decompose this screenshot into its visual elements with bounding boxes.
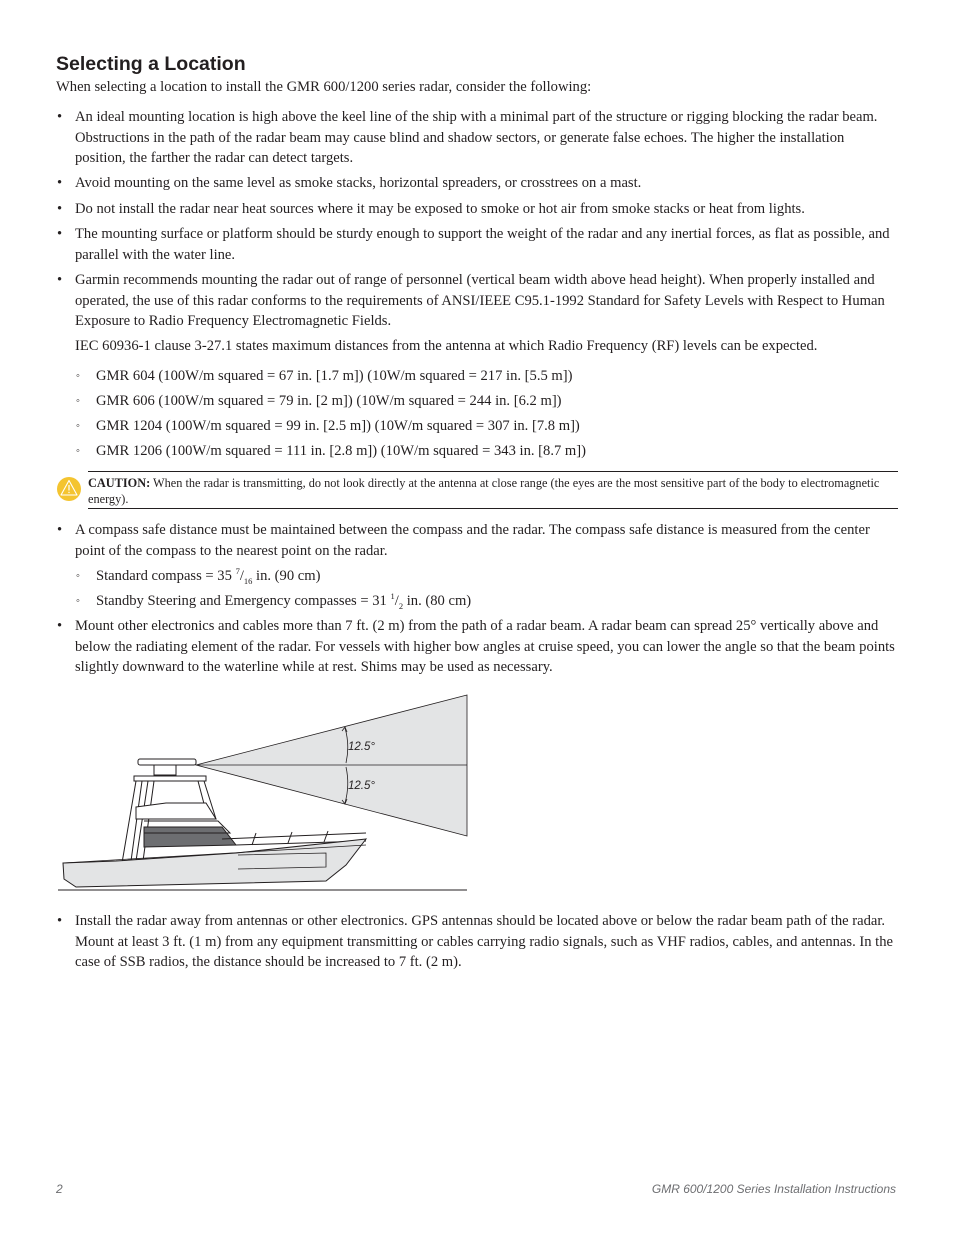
rf-distance-item: ◦ GMR 1204 (100W/m squared = 99 in. [2.5 m]) (10W/m squared = 307 in. [7.8 m]) — [56, 416, 898, 437]
compass-standard — [56, 566, 898, 587]
radar-beam-diagram — [56, 693, 470, 893]
compass-item-prefix: Standard compass = 35 — [96, 568, 236, 584]
compass-item — [56, 591, 898, 612]
radar-beam-cone — [196, 695, 467, 836]
bullet-other-electronics — [56, 616, 898, 678]
bullet-text: • Mount other electronics and cables more than 7 ft. (2 m) from the path of a radar beam. A radar beam can spread 25° vertically above and below the radiating element of the radar. For vessels with higher bow angles at cruise speed, you can lower the angle so that the beam points slightly downward to the waterline while at rest. Shims may be used as necessary. — [56, 616, 898, 678]
compass-item — [56, 566, 898, 587]
rf-distance-gmr604 — [56, 366, 898, 387]
compass-item-suffix: in. (80 cm) — [403, 593, 472, 609]
bullet-ideal-location — [56, 107, 898, 169]
bullet-mounting-surface — [56, 224, 898, 265]
bullet-text: • Avoid mounting on the same level as smoke stacks, horizontal spreaders, or crosstrees on a mast. — [56, 173, 898, 194]
bullet-text: • Garmin recommends mounting the radar out of range of personnel (vertical beam width above head height). When properly installed and operated, the use of this radar conforms to the requirements of ANSI/IEEE C95.1-1992 Standard for Safety Levels with Respect to Human Exposure to Radio Frequency Electromagnetic Fields. — [56, 270, 898, 332]
bullet-text: • Do not install the radar near heat sources where it may be exposed to smoke or hot air from smoke stacks or heat from lights. — [56, 199, 898, 220]
page-number: 2 — [56, 1182, 63, 1196]
warning-triangle-icon — [56, 475, 82, 501]
fraction-numerator: 1 — [390, 591, 395, 602]
bullet-text: • The mounting surface or platform should be sturdy enough to support the weight of the radar and any inertial forces, as flat as possible, and parallel with the water line. — [56, 224, 898, 265]
rf-distance-gmr1206 — [56, 441, 898, 462]
rf-distance-gmr1204 — [56, 416, 898, 437]
beam-angle-upper-label: 12.5° — [348, 741, 375, 753]
rf-distance-gmr606 — [56, 391, 898, 412]
iec-paragraph: IEC 60936-1 clause 3-27.1 states maximum distances from the antenna at which Radio Frequency (RF) levels can be expected. — [75, 338, 818, 354]
rf-distance-item: ◦ GMR 1206 (100W/m squared = 111 in. [2.8 m]) (10W/m squared = 343 in. [8.7 m]) — [56, 441, 898, 462]
rf-distance-item: ◦ GMR 606 (100W/m squared = 79 in. [2 m]) (10W/m squared = 244 in. [6.2 m]) — [56, 391, 898, 412]
bullet-compass-safe-distance — [56, 520, 898, 561]
caution-text: When the radar is transmitting, do not look directly at the antenna at close range (the eyes are the most sensitive part of the body to electromagnetic energy). — [88, 476, 880, 506]
beam-angle-lower-label: 12.5° — [348, 780, 375, 792]
iec-paragraph-block — [56, 336, 898, 357]
intro-paragraph: When selecting a location to install the GMR 600/1200 series radar, consider the following: — [56, 79, 592, 95]
fraction-denominator: 2 — [398, 600, 404, 611]
bullet-personnel-range — [56, 270, 898, 332]
caution-note — [56, 471, 898, 511]
rf-distance-item: ◦ GMR 604 (100W/m squared = 67 in. [1.7 m]) (10W/m squared = 217 in. [5.5 m]) — [56, 366, 898, 387]
fraction-denominator: 16 — [243, 575, 253, 586]
bullet-avoid-smoke-stacks — [56, 173, 898, 194]
bullet-text: • An ideal mounting location is high above the keel line of the ship with a minimal part of the structure or rigging blocking the radar beam. Obstructions in the path of the radar beam may cause blind and shadow sectors, or generate false echoes. The higher the installation position, the farther the radar can detect targets. — [56, 107, 898, 169]
radar-beam-illustration — [56, 693, 470, 893]
radar-antenna — [138, 759, 196, 765]
compass-standby-emergency — [56, 591, 898, 612]
section-heading: Selecting a Location — [56, 53, 246, 75]
compass-item-suffix: in. (90 cm) — [252, 568, 321, 584]
document-title: GMR 600/1200 Series Installation Instructions — [651, 1182, 896, 1196]
bullet-text: • Install the radar away from antennas or other electronics. GPS antennas should be located above or below the radar beam path of the radar. Mount at least 3 ft. (1 m) from any equipment transmitting or cables carrying radio signals, such as VHF radios, cables, and antennas. In the case of SSB radios, the distance should be increased to 7 ft. (2 m). — [56, 911, 898, 973]
fraction-slash: / — [239, 568, 244, 584]
bullet-heat-sources — [56, 199, 898, 220]
bullet-antenna-separation — [56, 911, 898, 973]
bullet-text: • A compass safe distance must be maintained between the compass and the radar. The compass safe distance is measured from the center point of the compass to the nearest point on the radar. — [56, 520, 898, 561]
caution-box — [88, 471, 898, 509]
compass-item-prefix: Standby Steering and Emergency compasses = 31 — [96, 593, 391, 609]
fraction-slash: / — [394, 593, 399, 609]
caution-label: CAUTION: — [88, 476, 151, 490]
fraction-numerator: 7 — [235, 566, 240, 577]
